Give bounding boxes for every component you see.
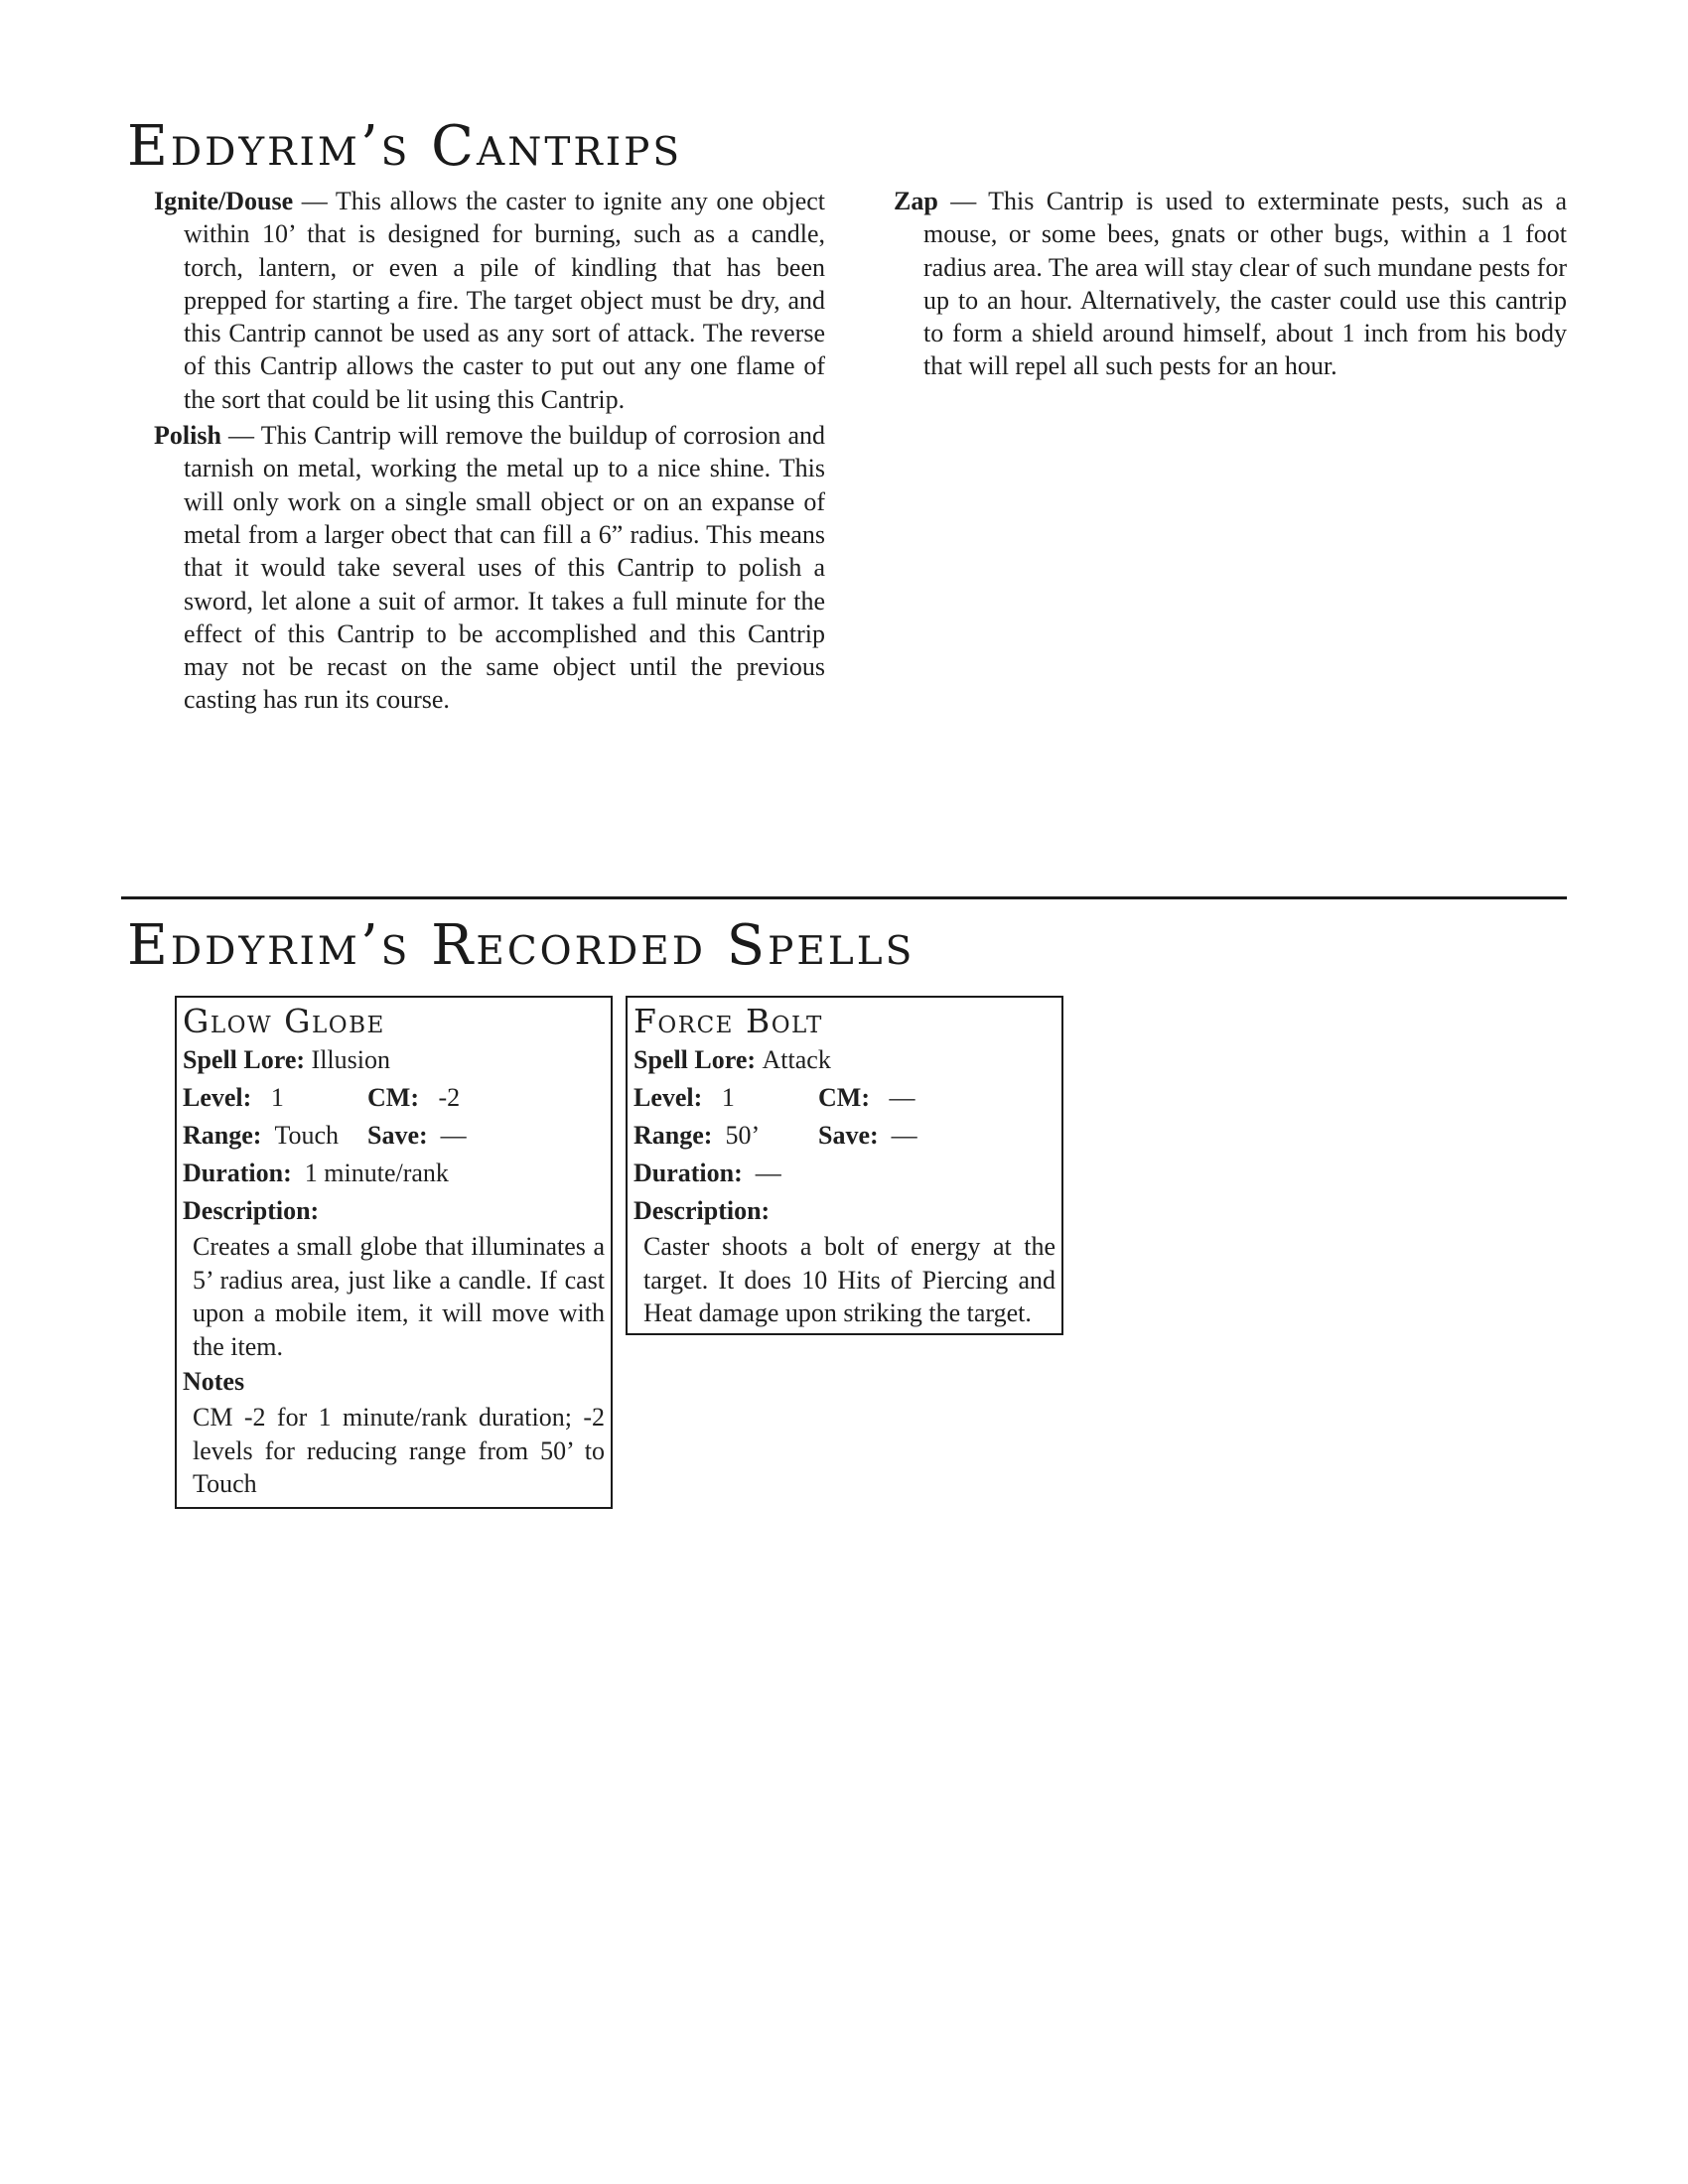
spell-card-glow-globe	[175, 996, 613, 1509]
description-label: Description:	[633, 1196, 771, 1225]
cantrip-name: Zap	[894, 187, 938, 215]
level-cm-row	[633, 1079, 1055, 1117]
duration-value: —	[755, 1159, 781, 1187]
cantrips-heading: Eddyrim’s Cantrips	[127, 114, 683, 179]
cantrip-text: — This allows the caster to ignite any one object within 10’ that is designed for burning, such as a candle, torch, lantern, or even a pile of kindling that has been prepped for starting a fire. The target object must be dry, and this Cantrip cannot be used as any sort of attack. The reverse of this Cantrip allows the caster to put out any one flame of the sort that could be lit using this Cantrip.	[184, 187, 825, 414]
level-label: Level:	[183, 1083, 252, 1112]
cantrip-entry-ignite-douse	[154, 185, 825, 416]
spell-title: Force Bolt	[633, 1002, 823, 1040]
range-save-row	[183, 1117, 605, 1155]
spell-lore-label: Spell Lore:	[633, 1045, 757, 1074]
save-value: —	[891, 1121, 917, 1150]
spell-lore-row	[183, 1041, 605, 1079]
duration-value: 1 minute/rank	[304, 1159, 449, 1187]
cantrip-entry-polish	[154, 419, 825, 717]
spell-description: Caster shoots a bolt of energy at the target. It does 10 Hits of Piercing and Heat damage upon striking the target.	[643, 1232, 1055, 1327]
spell-lore-value: Attack	[762, 1045, 831, 1074]
cantrip-name: Polish	[154, 421, 221, 451]
spell-title: Glow Globe	[183, 1002, 385, 1040]
range-value: 50’	[725, 1121, 761, 1150]
cantrip-text: — This Cantrip will remove the buildup of corrosion and tarnish on metal, working the metal up to a nice shine. This will only work on a single small object or on an expanse of metal from a larger obect that can fill a 6” radius. This means that it would take several uses of this Cantrip to polish a sword, let alone a suit of armor. It takes a full minute for the effect of this Cantrip to be accomplished and this Cantrip may not be recast on the same object until the previous casting has run its course.	[184, 421, 825, 715]
notes-label: Notes	[183, 1367, 245, 1396]
cm-value: -2	[438, 1083, 461, 1112]
cantrips-right-column	[894, 185, 1567, 386]
description-label-row	[633, 1192, 1055, 1230]
spell-card-force-bolt	[626, 996, 1063, 1335]
duration-label: Duration:	[633, 1159, 743, 1187]
section-divider	[121, 896, 1567, 899]
cantrips-left-column	[154, 185, 825, 720]
level-cm-row	[183, 1079, 605, 1117]
duration-row	[183, 1155, 605, 1192]
range-save-row	[633, 1117, 1055, 1155]
cantrip-text: — This Cantrip is used to exterminate pests, such as a mouse, or some bees, gnats or other bugs, within a 1 foot radius area. The area will stay clear of such mundane pests for up to an hour. Alternatively, the caster could use this cantrip to form a shield around himself, about 1 inch from his body that will repel all such pests for an hour.	[923, 187, 1567, 381]
duration-row	[633, 1155, 1055, 1192]
cantrip-entry-zap	[894, 185, 1567, 383]
level-label: Level:	[633, 1083, 703, 1112]
save-value: —	[440, 1121, 467, 1150]
recorded-spells-heading: Eddyrim’s Recorded Spells	[127, 913, 915, 978]
description-label-row	[183, 1192, 605, 1230]
range-label: Range:	[183, 1121, 262, 1150]
range-value: Touch	[274, 1121, 340, 1150]
save-label: Save:	[367, 1121, 428, 1150]
spell-lore-value: Illusion	[311, 1045, 390, 1074]
cm-value: —	[889, 1083, 915, 1112]
range-label: Range:	[633, 1121, 713, 1150]
save-label: Save:	[818, 1121, 879, 1150]
spell-lore-label: Spell Lore:	[183, 1045, 306, 1074]
spell-notes: CM -2 for 1 minute/rank duration; -2 levels for reducing range from 50’ to Touch	[193, 1403, 605, 1498]
cm-label: CM:	[818, 1083, 870, 1112]
notes-label-row	[183, 1363, 605, 1401]
cantrip-name: Ignite/Douse	[154, 187, 294, 215]
level-value: 1	[721, 1083, 735, 1112]
level-value: 1	[270, 1083, 284, 1112]
duration-label: Duration:	[183, 1159, 292, 1187]
spell-description: Creates a small globe that illuminates a 5’ radius area, just like a candle. If cast upon a mobile item, it will move with the item.	[193, 1232, 605, 1361]
spell-lore-row	[633, 1041, 1055, 1079]
description-label: Description:	[183, 1196, 320, 1225]
cm-label: CM:	[367, 1083, 419, 1112]
